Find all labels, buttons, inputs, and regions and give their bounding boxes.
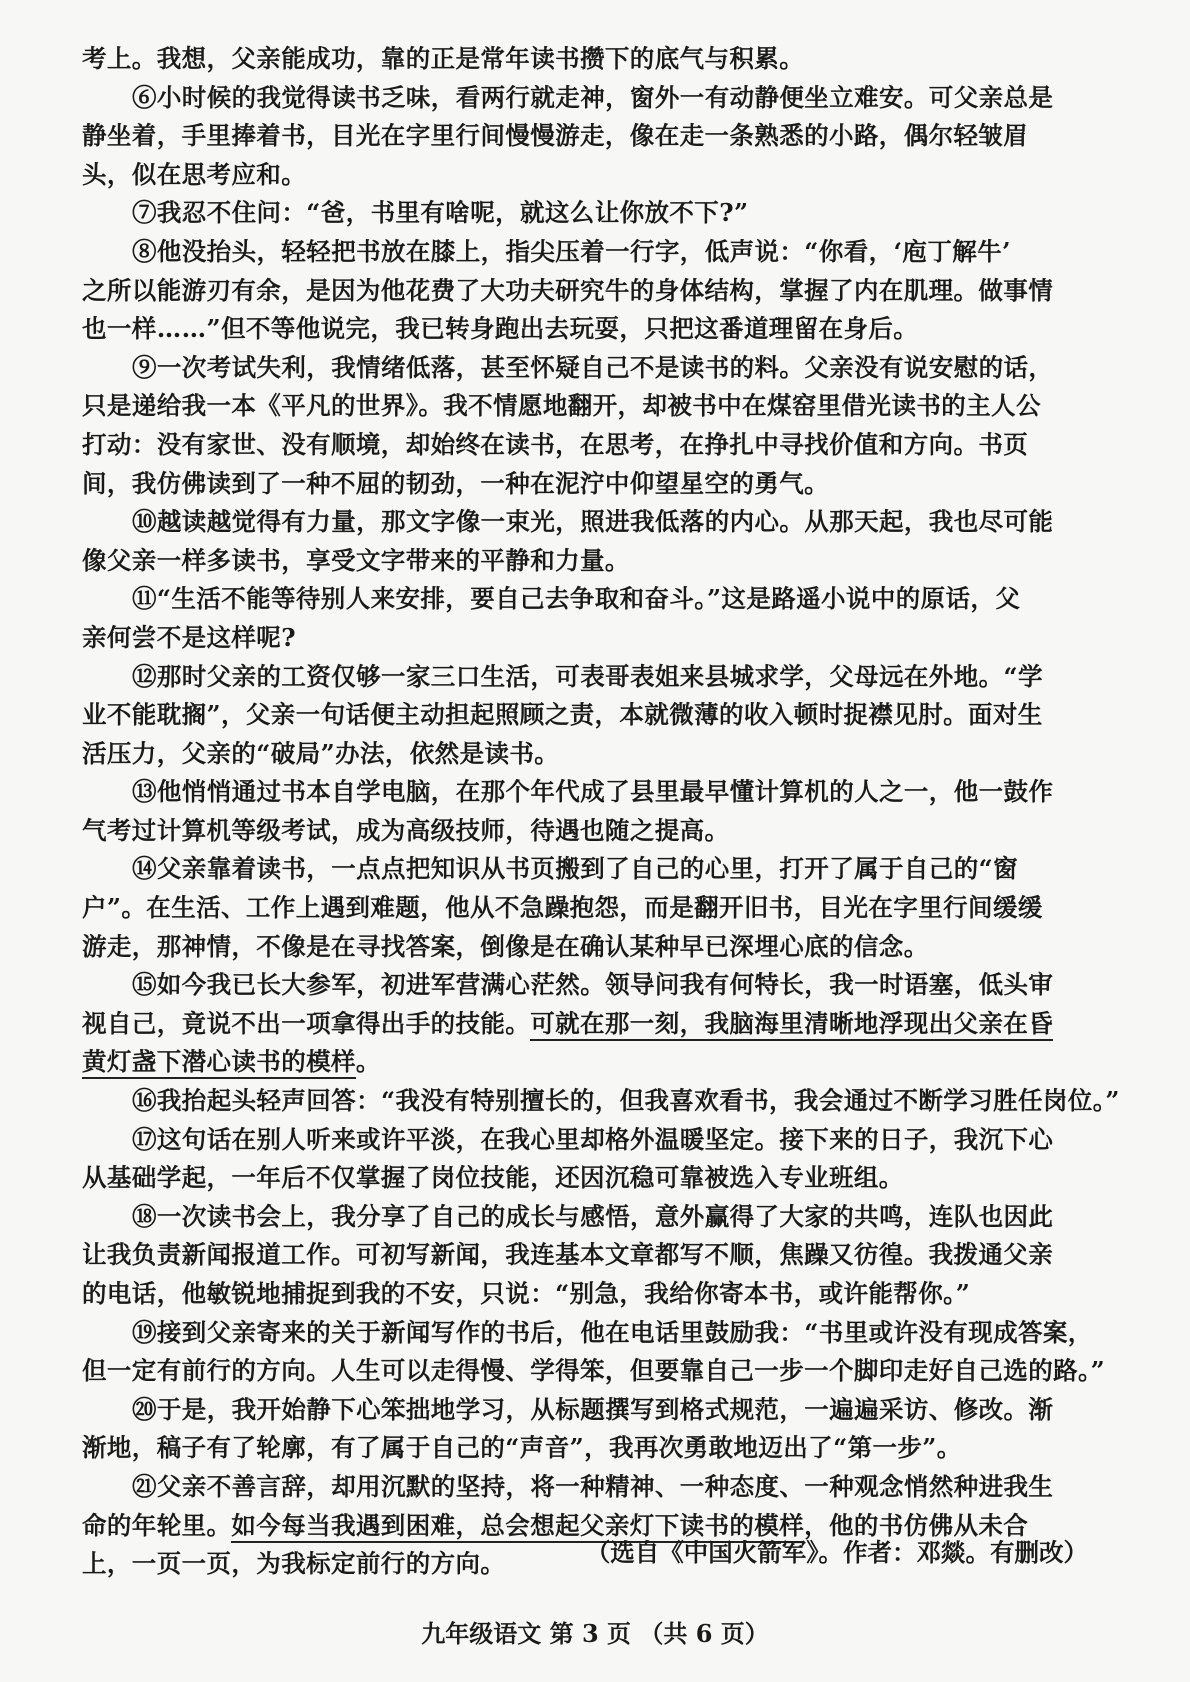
text-line: [82, 310, 1094, 349]
text-segment: 但一定有前行的方向。人生可以走得慢、学得笨，但要靠自己一步一个脚印走好自己选的路。”: [82, 1356, 1106, 1386]
paragraph: [82, 1198, 1094, 1314]
text-segment: ⑨一次考试失利，我情绪低落，甚至怀疑自己不是读书的料。父亲没有说安慰的话，: [132, 352, 1054, 382]
text-line: [82, 696, 1094, 735]
text-segment: 视自己，竟说不出一项拿得出手的技能。: [82, 1008, 531, 1038]
article-body: [82, 40, 1120, 1584]
text-segment: 只是递给我一本《平凡的世界》。我不情愿地翻开，却被书中在煤窑里借光读书的主人公: [82, 391, 1041, 421]
text-segment: ⑯我抬起头轻声回答：“我没有特别擅长的，但我喜欢看书，我会通过不断学习胜任岗位。”: [132, 1086, 1120, 1116]
source-note: （选自《中国火箭军》。作者：邓燚。有删改）: [585, 1538, 1088, 1567]
text-line: [82, 1468, 1094, 1507]
paragraph: [82, 773, 1094, 850]
text-line: [82, 1236, 1094, 1275]
text-line: [82, 503, 1094, 542]
text-segment: ⑩越读越觉得有力量，那文字像一束光，照进我低落的内心。从那天起，我也尽可能: [132, 507, 1054, 537]
text-segment: ⑥小时候的我觉得读书乏味，看两行就走神，窗外一有动静便坐立难安。可父亲总是: [132, 82, 1054, 112]
text-segment: ⑲接到父亲寄来的关于新闻写作的书后，他在电话里鼓励我：“书里或许没有现成答案，: [132, 1317, 1093, 1347]
text-segment: 头，似在思考应和。: [82, 159, 307, 189]
text-segment: ㉑父亲不善言辞，却用沉默的坚持，将一种精神、一种态度、一种观念悄然种进我生: [132, 1471, 1054, 1501]
text-line: [82, 426, 1094, 465]
paragraph: [82, 966, 1094, 1082]
paragraph: [82, 850, 1094, 966]
text-segment: 亲何尝不是这样呢?: [82, 622, 296, 652]
paragraph: [82, 40, 1094, 79]
text-segment: 游走，那神情，不像是在寻找答案，倒像是在确认某种早已深埋心底的信念。: [82, 931, 929, 961]
text-line: [82, 542, 1094, 581]
paragraph: [82, 1391, 1094, 1468]
text-segment: 上，一页一页，为我标定前行的方向。: [82, 1549, 506, 1579]
text-line: [82, 1005, 1094, 1044]
paragraph: [82, 1082, 1120, 1121]
text-line: [82, 1198, 1094, 1237]
underlined-text: 如今每当我遇到困难，总会想起父亲灯下读书的模样: [231, 1511, 804, 1543]
text-segment: ⑫那时父亲的工资仅够一家三口生活，可表哥表姐来县城求学，父母远在外地。“学: [132, 661, 1043, 691]
text-segment: 。: [355, 1047, 381, 1077]
text-line: [82, 40, 1094, 79]
paragraph: [82, 658, 1094, 774]
text-segment: 也一样……”但不等他说完，我已转身跑出去玩耍，只把这番道理留在身后。: [82, 314, 919, 344]
source-note-wrap: [82, 1530, 1094, 1573]
text-line: [82, 1043, 1094, 1082]
text-segment: ⑦我忍不住问：“爸，书里有啥呢，就这么让你放不下?”: [132, 198, 749, 228]
text-line: [82, 194, 1094, 233]
text-segment: ⑳于是，我开始静下心笨拙地学习，从标题撰写到格式规范，一遍遍采访、修改。渐: [132, 1394, 1054, 1424]
text-line: [82, 850, 1094, 889]
text-line: [82, 1082, 1120, 1121]
text-line: [82, 156, 1094, 195]
text-line: [82, 117, 1094, 156]
text-line: [82, 735, 1094, 774]
text-line: [82, 349, 1094, 388]
text-segment: ，他的书仿佛从未合: [804, 1510, 1029, 1540]
text-line: [82, 79, 1094, 118]
text-segment: 业不能耽搁”，父亲一句话便主动担起照顾之责，本就微薄的收入顿时捉襟见肘。面对生: [82, 700, 1043, 730]
page-footer: 九年级语文 第 3 页 （共 6 页）: [421, 1619, 769, 1648]
text-segment: 气考过计算机等级考试，成为高级技师，待遇也随之提高。: [82, 815, 730, 845]
paragraph: [82, 79, 1094, 195]
text-line: [82, 1121, 1094, 1160]
text-segment: 打动：没有家世、没有顺境，却始终在读书，在思考，在挣扎中寻找价值和方向。书页: [82, 429, 1029, 459]
text-line: [82, 580, 1094, 619]
text-segment: ⑬他悄悄通过书本自学电脑，在那个年代成了县里最早懂计算机的人之一，他一鼓作: [132, 777, 1054, 807]
text-line: [82, 889, 1094, 928]
text-line: [82, 1314, 1094, 1353]
text-line: [82, 1275, 1094, 1314]
text-segment: ⑱一次读书会上，我分享了自己的成长与感悟，意外赢得了大家的共鸣，连队也因此: [132, 1201, 1054, 1231]
text-segment: ⑭父亲靠着读书，一点点把知识从书页搬到了自己的心里，打开了属于自己的“窗: [132, 854, 1018, 884]
paragraph: [82, 233, 1094, 349]
text-segment: 活压力，父亲的“破局”办法，依然是读书。: [82, 738, 560, 768]
text-line: [82, 233, 1094, 272]
text-line: [82, 1352, 1106, 1391]
text-segment: 的电话，他敏锐地捕捉到我的不安，只说：“别急，我给你寄本书，或许能帮你。”: [82, 1279, 971, 1308]
paragraph: [82, 1314, 1106, 1391]
text-line: [82, 658, 1094, 697]
paragraph: [82, 349, 1094, 503]
text-line: [82, 1429, 1094, 1468]
paragraph: [82, 580, 1094, 657]
text-segment: 从基础学起，一年后不仅掌握了岗位技能，还因沉稳可靠被选入专业班组。: [82, 1163, 904, 1193]
paragraph: [82, 503, 1094, 580]
text-line: [82, 966, 1094, 1005]
text-segment: ⑮如今我已长大参军，初进军营满心茫然。领导问我有何特长，我一时语塞，低头审: [132, 970, 1054, 1000]
text-line: [82, 812, 1094, 851]
text-segment: ⑪“生活不能等待别人来安排，要自己去争取和奋斗。”这是路遥小说中的原话，父: [132, 584, 1021, 614]
text-segment: 让我负责新闻报道工作。可初写新闻，我连基本文章都写不顺，焦躁又彷徨。我拨通父亲: [82, 1240, 1054, 1270]
text-segment: 户”。在生活、工作上遇到难题，他从不急躁抱怨，而是翻开旧书，目光在字里行间缓缓: [82, 893, 1043, 923]
text-segment: 命的年轮里。: [82, 1510, 232, 1540]
text-line: [82, 465, 1094, 504]
paragraph: [82, 194, 1094, 233]
text-segment: ⑧他没抬头，轻轻把书放在膝上，指尖压着一行字，低声说：“你看，‘庖丁解牛’: [132, 236, 1011, 266]
text-segment: 之所以能游刃有余，是因为他花费了大功夫研究牛的身体结构，掌握了内在肌理。做事情: [82, 275, 1054, 305]
underlined-text: 黄灯盏下潜心读书的模样: [82, 1047, 356, 1079]
text-line: [82, 928, 1094, 967]
text-line: [82, 619, 1094, 658]
underlined-text: 可就在那一刻，我脑海里清晰地浮现出父亲在昏: [530, 1009, 1053, 1041]
text-segment: 渐地，稿子有了轮廓，有了属于自己的“声音”，我再次勇敢地迈出了“第一步”。: [82, 1433, 962, 1463]
text-line: [82, 1391, 1094, 1430]
text-line: [82, 272, 1094, 311]
text-segment: 静坐着，手里捧着书，目光在字里行间慢慢游走，像在走一条熟悉的小路，偶尔轻皱眉: [82, 121, 1029, 151]
text-segment: 考上。我想，父亲能成功，靠的正是常年读书攒下的底气与积累。: [82, 44, 805, 73]
paragraph: [82, 1121, 1094, 1198]
text-line: [82, 387, 1094, 426]
text-line: [82, 1159, 1094, 1198]
text-segment: 间，我仿佛读到了一种不屈的韧劲，一种在泥泞中仰望星空的勇气。: [82, 468, 829, 498]
text-segment: 像父亲一样多读书，享受文字带来的平静和力量。: [82, 545, 630, 575]
text-segment: ⑰这句话在别人听来或许平淡，在我心里却格外温暖坚定。接下来的日子，我沉下心: [132, 1124, 1054, 1154]
text-line: [82, 773, 1094, 812]
